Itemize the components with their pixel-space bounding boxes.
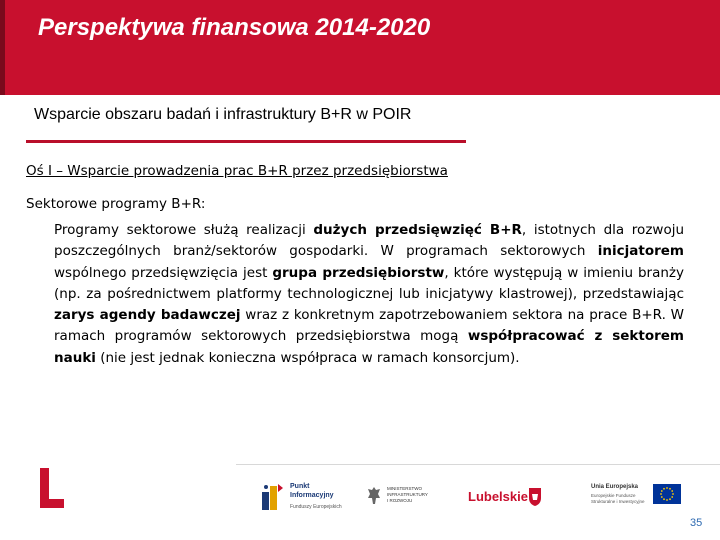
body-emphasis: współpracować z sektorem nauki <box>54 328 684 366</box>
header-bar <box>0 0 720 95</box>
body-text-run: , które występują w imieniu branży (np. za pośrednictwem platformy technologicznej lub inicjatywy klastrowej), przedstawiając <box>54 264 684 302</box>
eu-line1: Unia Europejska <box>591 484 639 490</box>
slide-subtitle: Wsparcie obszaru badań i infrastruktury B+R w POIR <box>34 106 412 123</box>
body-emphasis: inicjatorem <box>597 243 684 260</box>
body-text-run: wraz z konkretnym zapotrzebowaniem sektora na prace B+R. W ramach programów sektorowych przedsiębiorstwa mogą <box>54 307 684 345</box>
body-text-run: Programy sektorowe służą realizacji <box>54 222 314 238</box>
body-emphasis: grupa przedsiębiorstw <box>272 264 445 281</box>
body-text-run: (nie jest jednak konieczna współpraca w ramach konsorcjum). <box>95 349 520 366</box>
page-number: 35 <box>690 517 703 529</box>
slide-title: Perspektywa finansowa 2014-2020 <box>38 14 431 41</box>
fe-logo-line1: Punkt <box>290 483 310 490</box>
ministry-line3: I ROZWOJU <box>387 498 413 503</box>
fe-logo-line2: Informacyjny <box>290 492 334 499</box>
body-text-run: , istotnych dla rozwoju poszczególnych branż/sektorów gospodarki. W programach sektorowych <box>54 222 685 260</box>
region-name: Lubelskie <box>468 489 528 504</box>
ministry-line1: MINISTERSTWO <box>387 486 422 491</box>
eu-line3: Strukturalne i Inwestycyjne <box>591 499 645 504</box>
body-emphasis: zarys agendy badawczej <box>54 307 241 324</box>
fe-logo <box>262 478 352 518</box>
section-heading: Oś I – Wsparcie prowadzenia prac B+R przez przedsiębiorstwa <box>26 163 448 179</box>
header-accent <box>0 0 5 95</box>
eu-line2: Europejskie Fundusze <box>591 493 636 498</box>
lubelskie-l-logo-icon <box>38 466 66 510</box>
footer-divider <box>236 464 720 465</box>
fe-logo-line3: Funduszy Europejskich <box>290 504 342 510</box>
body-text-run: wspólnego przedsięwzięcia jest <box>54 264 273 281</box>
polish-eagle-icon <box>367 486 381 506</box>
eu-logo <box>591 484 691 514</box>
subtitle-divider <box>26 140 466 143</box>
lubelskie-logo <box>468 487 558 511</box>
eu-flag-icon <box>653 484 681 504</box>
fe-logo-icon <box>262 482 284 512</box>
ministry-line2: INFRASTRUKTURY <box>387 492 428 497</box>
body-paragraph <box>54 220 684 369</box>
lubelskie-shield-icon <box>528 487 542 507</box>
programs-heading: Sektorowe programy B+R: <box>26 196 206 212</box>
ministry-logo <box>367 484 457 514</box>
body-emphasis: dużych przedsięwzięć B+R <box>313 222 522 238</box>
